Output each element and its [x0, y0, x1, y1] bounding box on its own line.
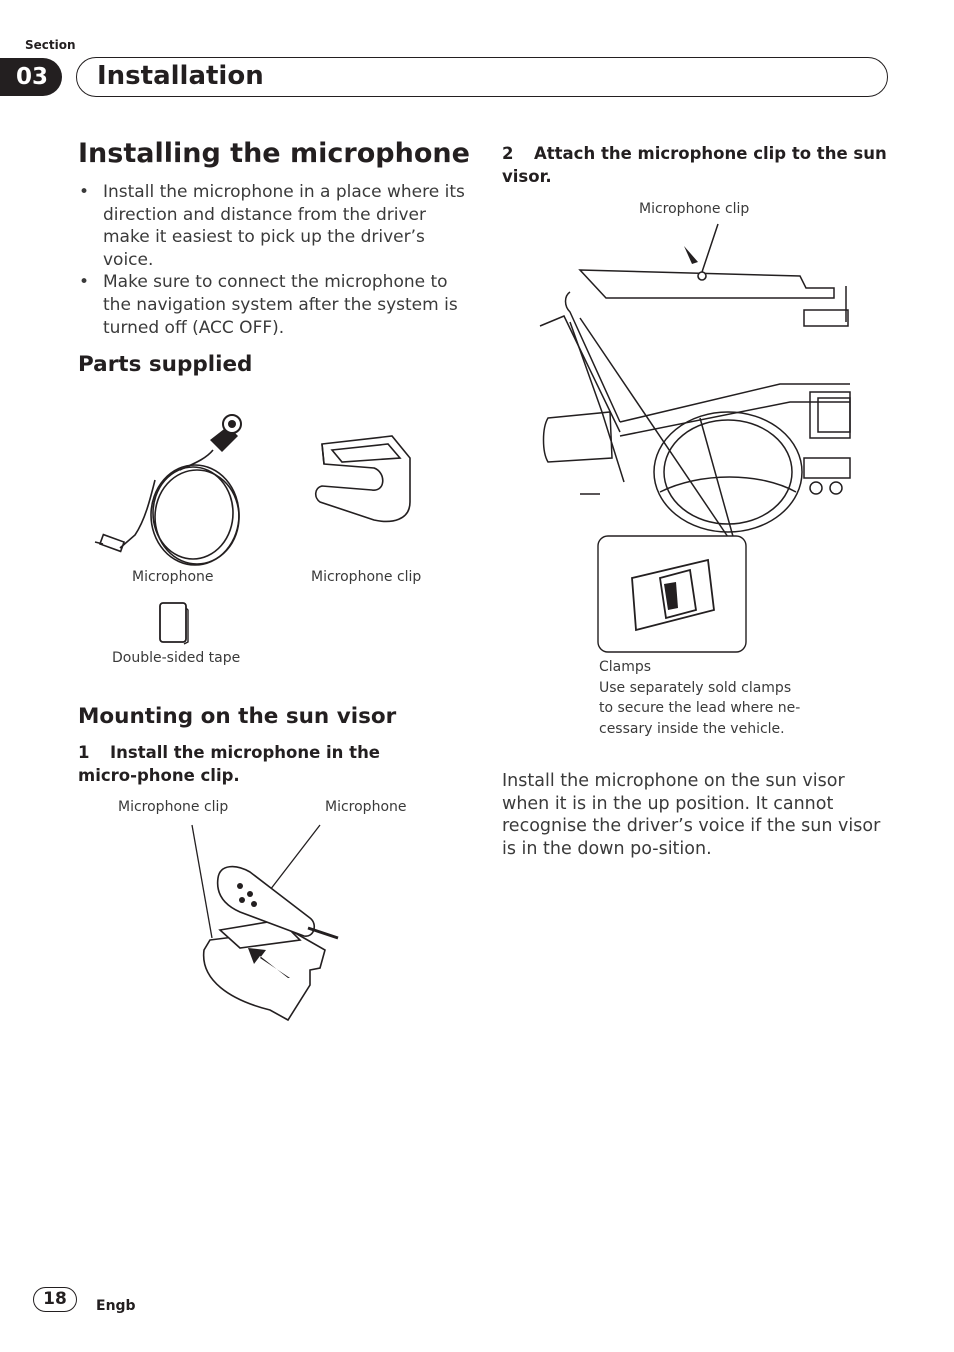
microphone-caption: Microphone [132, 569, 214, 585]
tape-caption: Double-sided tape [112, 650, 241, 666]
step-1-text: Install the microphone in the micro-phone clip. [78, 743, 381, 785]
section-title: Installation [76, 57, 888, 97]
step2-clip-label: Microphone clip [639, 201, 750, 217]
clamps-caption [599, 657, 809, 739]
parts-heading: Parts supplied [78, 352, 253, 377]
section-label: Section [25, 38, 76, 52]
section-number-badge: 03 [0, 58, 62, 96]
page-title: Installing the microphone [78, 138, 470, 169]
bullet-list [78, 181, 470, 339]
clamps-description: Use separately sold clamps to secure the lead where ne-cessary inside the vehicle. [599, 679, 801, 737]
bullet-item: • Install the microphone in a place where its direction and distance from the driver make it easiest to pick up the driver’s voice. [78, 181, 470, 271]
step1-clip-label: Microphone clip [118, 799, 229, 815]
step-1 [78, 742, 438, 787]
tape-illustration [158, 602, 190, 644]
microphone-clip-illustration [312, 432, 422, 527]
clamps-title: Clamps [599, 659, 652, 675]
microphone-clip-caption: Microphone clip [311, 569, 422, 585]
visor-note: Install the microphone on the sun visor when it is in the up position. It cannot recognise the driver’s voice if the sun visor is in the down po-sition. [502, 771, 881, 860]
step-2-number: 2 [502, 144, 514, 163]
step-1-number: 1 [78, 743, 90, 762]
bullet-item: • Make sure to connect the microphone to the navigation system after the system is turned off (ACC OFF). [78, 271, 470, 339]
step-2 [502, 143, 887, 188]
page-number: 18 [33, 1287, 77, 1312]
microphone-illustration [95, 410, 255, 560]
step-2-text: Attach the microphone clip to the sun visor. [502, 144, 887, 186]
mounting-heading: Mounting on the sun visor [78, 704, 397, 729]
car-interior-illustration [540, 222, 852, 654]
step1-illustration [180, 820, 350, 1025]
language-code: Engb [96, 1298, 136, 1314]
step1-mic-label: Microphone [325, 799, 407, 815]
